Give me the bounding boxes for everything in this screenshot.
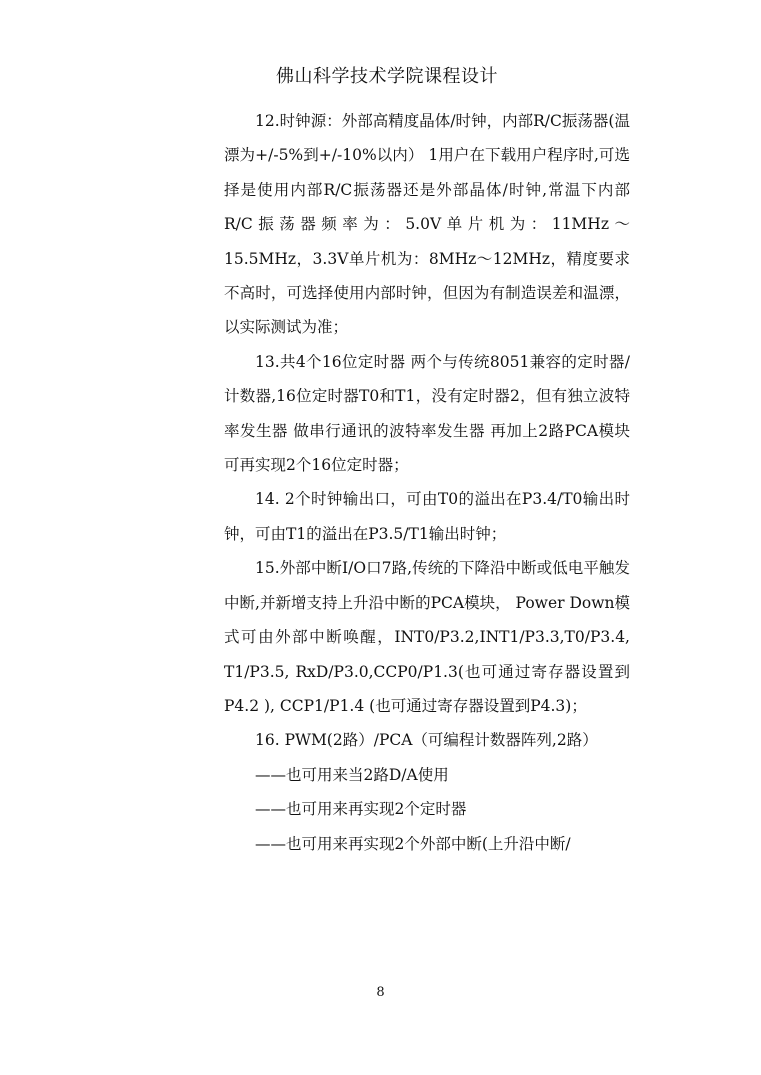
line-pwm-pca: 16. PWM(2路）/PCA（可编程计数器阵列,2路） <box>255 731 598 750</box>
paragraph-timers: 13.共4个16位定时器 两个与传统8051兼容的定时器/计数器,16位定时器T0和T1，没有定时器2，但有独立波特率发生器 做串行通讯的波特率发生器 再加上2路PCA模块可再实现2个16位定时器； <box>224 352 630 475</box>
line-extra-interrupts: ——也可用来再实现2个外部中断(上升沿中断/ <box>255 834 571 853</box>
line-extra-timers: ——也可用来再实现2个定时器 <box>255 800 467 819</box>
body-text <box>224 104 630 861</box>
page-number: 8 <box>376 985 385 1000</box>
paragraph-external-interrupts: 15.外部中断I/O口7路,传统的下降沿中断或低电平触发中断,并新增支持上升沿中断的PCA模块， Power Down模式可由外部中断唤醒，INT0/P3.2,INT1/P3.3,T0/P3.4, T1/P3.5, RxD/P3.0,CCP0/P1.3(也可通过寄存器设置到P4.2 ), CCP1/P1.4 (也可通过寄存器设置到P4.3)； <box>224 559 630 715</box>
paragraph-clock-source: 12.时钟源：外部高精度晶体/时钟，内部R/C振荡器(温漂为+/-5%到+/-10%以内） 1用户在下载用户程序时,可选择是使用内部R/C振荡器还是外部晶体/时钟,常温下内部R/C振荡器频率为：5.0V单片机为：11MHz～15.5MHz，3.3V单片机为：8MHz～12MHz，精度要求不高时，可选择使用内部时钟，但因为有制造误差和温漂，以实际测试为准； <box>224 112 630 337</box>
page-header-title: 佛山科学技术学院课程设计 <box>276 66 498 87</box>
paragraph-clock-output: 14. 2个时钟输出口，可由T0的溢出在P3.4/T0输出时钟，可由T1的溢出在P3.5/T1输出时钟； <box>224 490 630 543</box>
line-da-usage: ——也可用来当2路D/A使用 <box>255 765 449 784</box>
